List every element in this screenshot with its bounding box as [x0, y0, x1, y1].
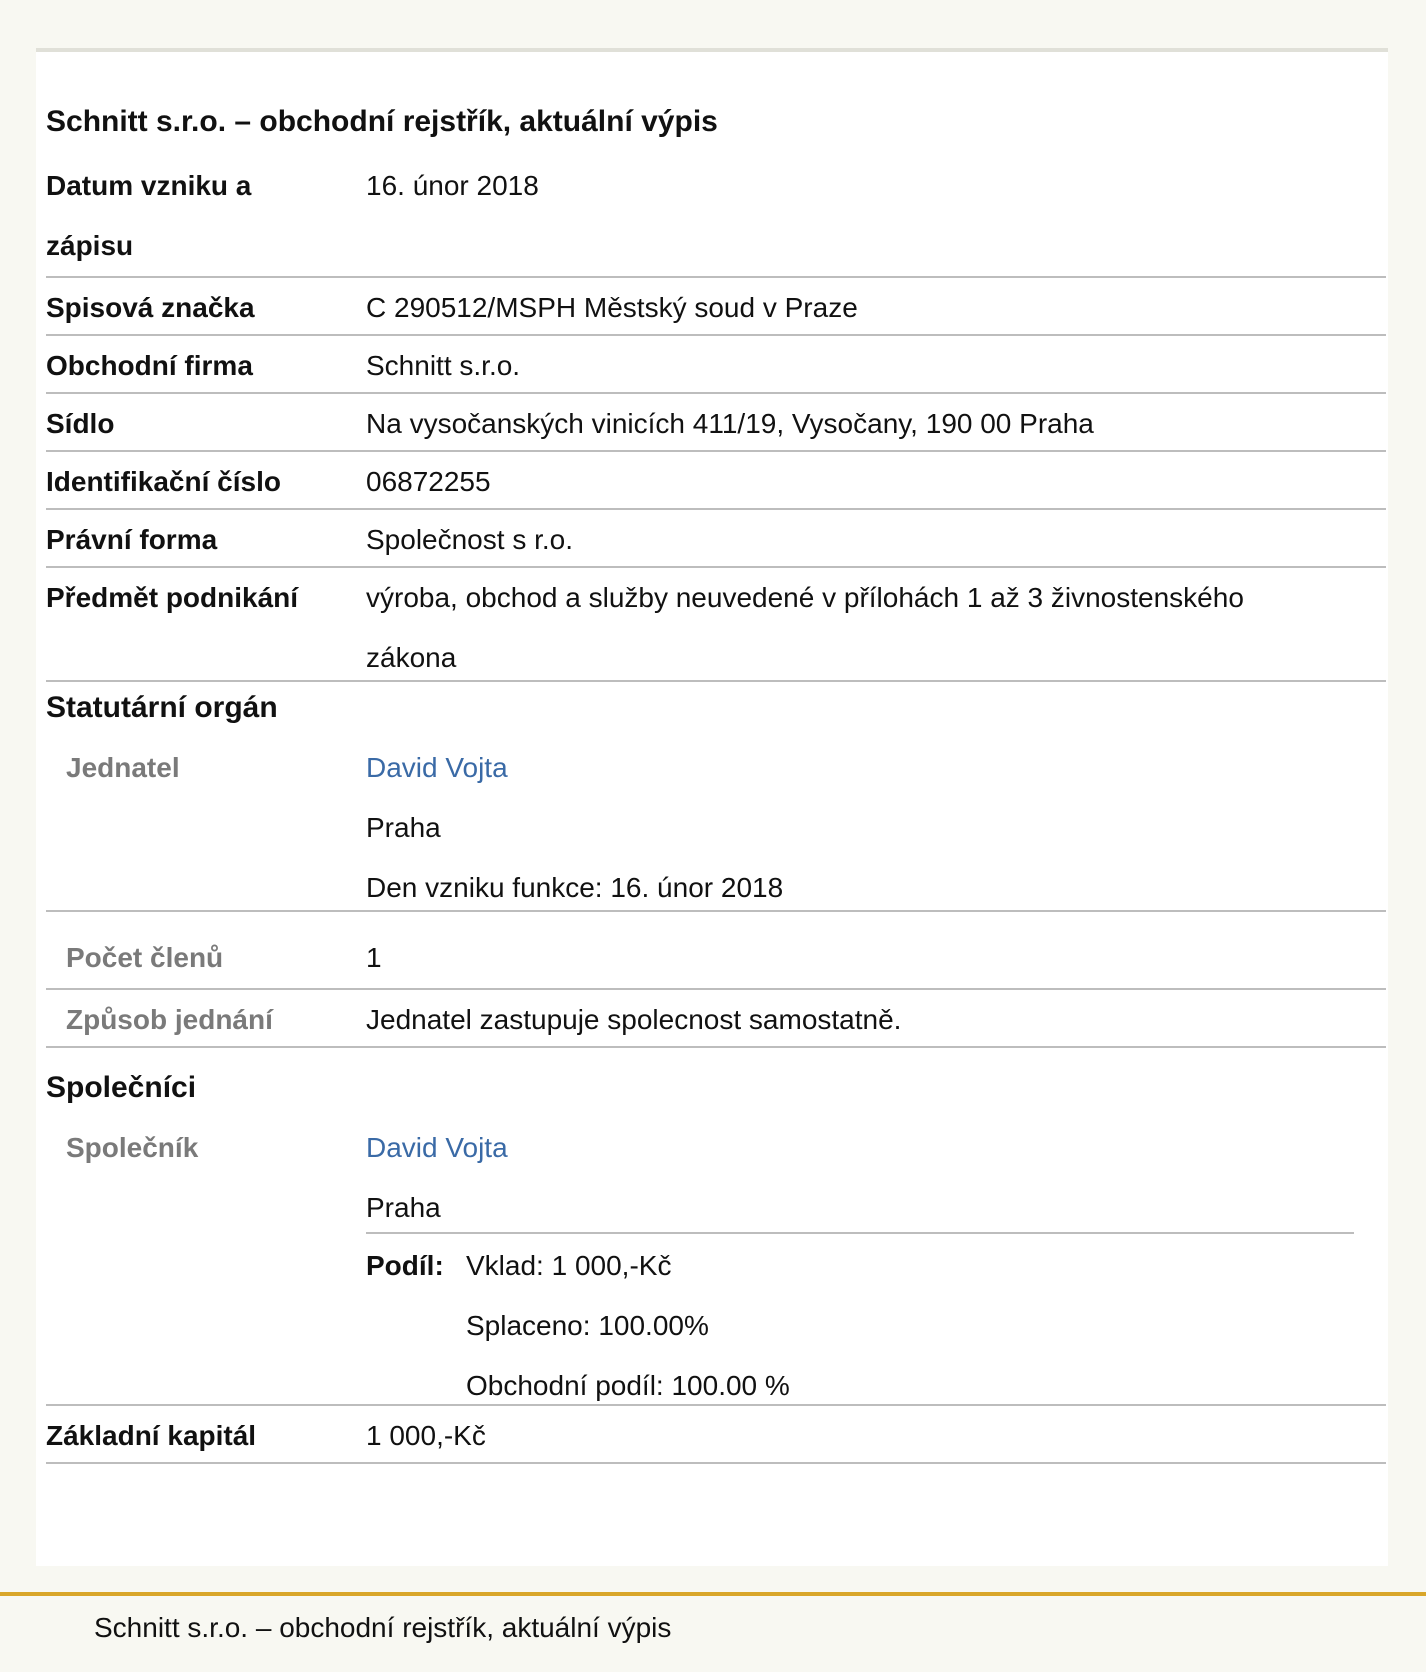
podil-vklad: Vklad: 1 000,-Kč [466, 1250, 672, 1281]
predmet-podnikani-value-line1: výroba, obchod a služby neuvedené v přílohách 1 až 3 živnostenského [366, 582, 1244, 613]
statutarni-organ-heading: Statutární orgán [46, 691, 278, 724]
predmet-podnikani-value-line2: zákona [366, 642, 457, 673]
row-spolecnik [46, 1118, 1386, 1406]
datum-vzniku-label-line2: zápisu [46, 230, 134, 261]
datum-vzniku-label [46, 156, 346, 276]
spolecnik-inner-divider [366, 1232, 1354, 1234]
spolecnik-value [366, 1118, 1376, 1238]
row-spisova-znacka [46, 278, 1386, 336]
footer-title: Schnitt s.r.o. – obchodní rejstřík, aktuální výpis [94, 1612, 672, 1643]
pocet-clenu-value: 1 [366, 942, 382, 973]
jednatel-since: Den vzniku funkce: 16. únor 2018 [366, 872, 784, 903]
row-obchodni-firma [46, 336, 1386, 394]
datum-vzniku-value: 16. únor 2018 [366, 170, 539, 201]
spolecnici-heading: Společníci [46, 1071, 197, 1104]
podil-values [466, 1236, 790, 1416]
zakladni-kapital-label: Základní kapitál [46, 1420, 257, 1451]
zakladni-kapital-value: 1 000,-Kč [366, 1420, 486, 1451]
spolecnik-name-link[interactable]: David Vojta [366, 1132, 508, 1163]
identifikacni-cislo-value: 06872255 [366, 466, 491, 497]
zpusob-jednani-value: Jednatel zastupuje spolecnost samostatně. [366, 1004, 902, 1035]
podil-obchodni-podil: Obchodní podíl: 100.00 % [466, 1370, 790, 1401]
row-identifikacni-cislo [46, 452, 1386, 510]
row-predmet-podnikani [46, 568, 1386, 682]
podil-splaceno: Splaceno: 100.00% [466, 1310, 709, 1341]
jednatel-label: Jednatel [66, 752, 180, 783]
row-datum-vzniku [46, 156, 1386, 278]
row-pravni-forma [46, 510, 1386, 568]
pravni-forma-label: Právní forma [46, 524, 218, 555]
sidlo-value: Na vysočanských vinicích 411/19, Vysočany, 190 00 Praha [366, 408, 1094, 439]
row-zpusob-jednani [46, 990, 1386, 1048]
page-title: Schnitt s.r.o. – obchodní rejstřík, aktuální výpis [46, 105, 718, 138]
jednatel-name-link[interactable]: David Vojta [366, 752, 508, 783]
predmet-podnikani-label: Předmět podnikání [46, 582, 299, 613]
spisova-znacka-label: Spisová značka [46, 292, 255, 323]
zpusob-jednani-label: Způsob jednání [66, 1004, 273, 1035]
pocet-clenu-label: Počet členů [66, 942, 224, 973]
row-jednatel [46, 738, 1386, 912]
spolecnik-city: Praha [366, 1192, 441, 1223]
obchodni-firma-label: Obchodní firma [46, 350, 253, 381]
spisova-znacka-value: C 290512/MSPH Městský soud v Praze [366, 292, 858, 323]
obchodni-firma-value: Schnitt s.r.o. [366, 350, 521, 381]
jednatel-city: Praha [366, 812, 441, 843]
podil-label: Podíl: [366, 1250, 444, 1281]
datum-vzniku-label-line1: Datum vzniku a [46, 170, 252, 201]
identifikacni-cislo-label: Identifikační číslo [46, 466, 281, 497]
jednatel-value [366, 738, 1376, 918]
page-footer [0, 1592, 1426, 1672]
row-zakladni-kapital [46, 1406, 1386, 1464]
spolecnik-label: Společník [66, 1132, 199, 1163]
row-sidlo [46, 394, 1386, 452]
predmet-podnikani-value [366, 568, 1376, 688]
sidlo-label: Sídlo [46, 408, 115, 439]
row-pocet-clenu [46, 914, 1386, 990]
registry-record-card [36, 48, 1388, 1566]
pravni-forma-value: Společnost s r.o. [366, 524, 574, 555]
